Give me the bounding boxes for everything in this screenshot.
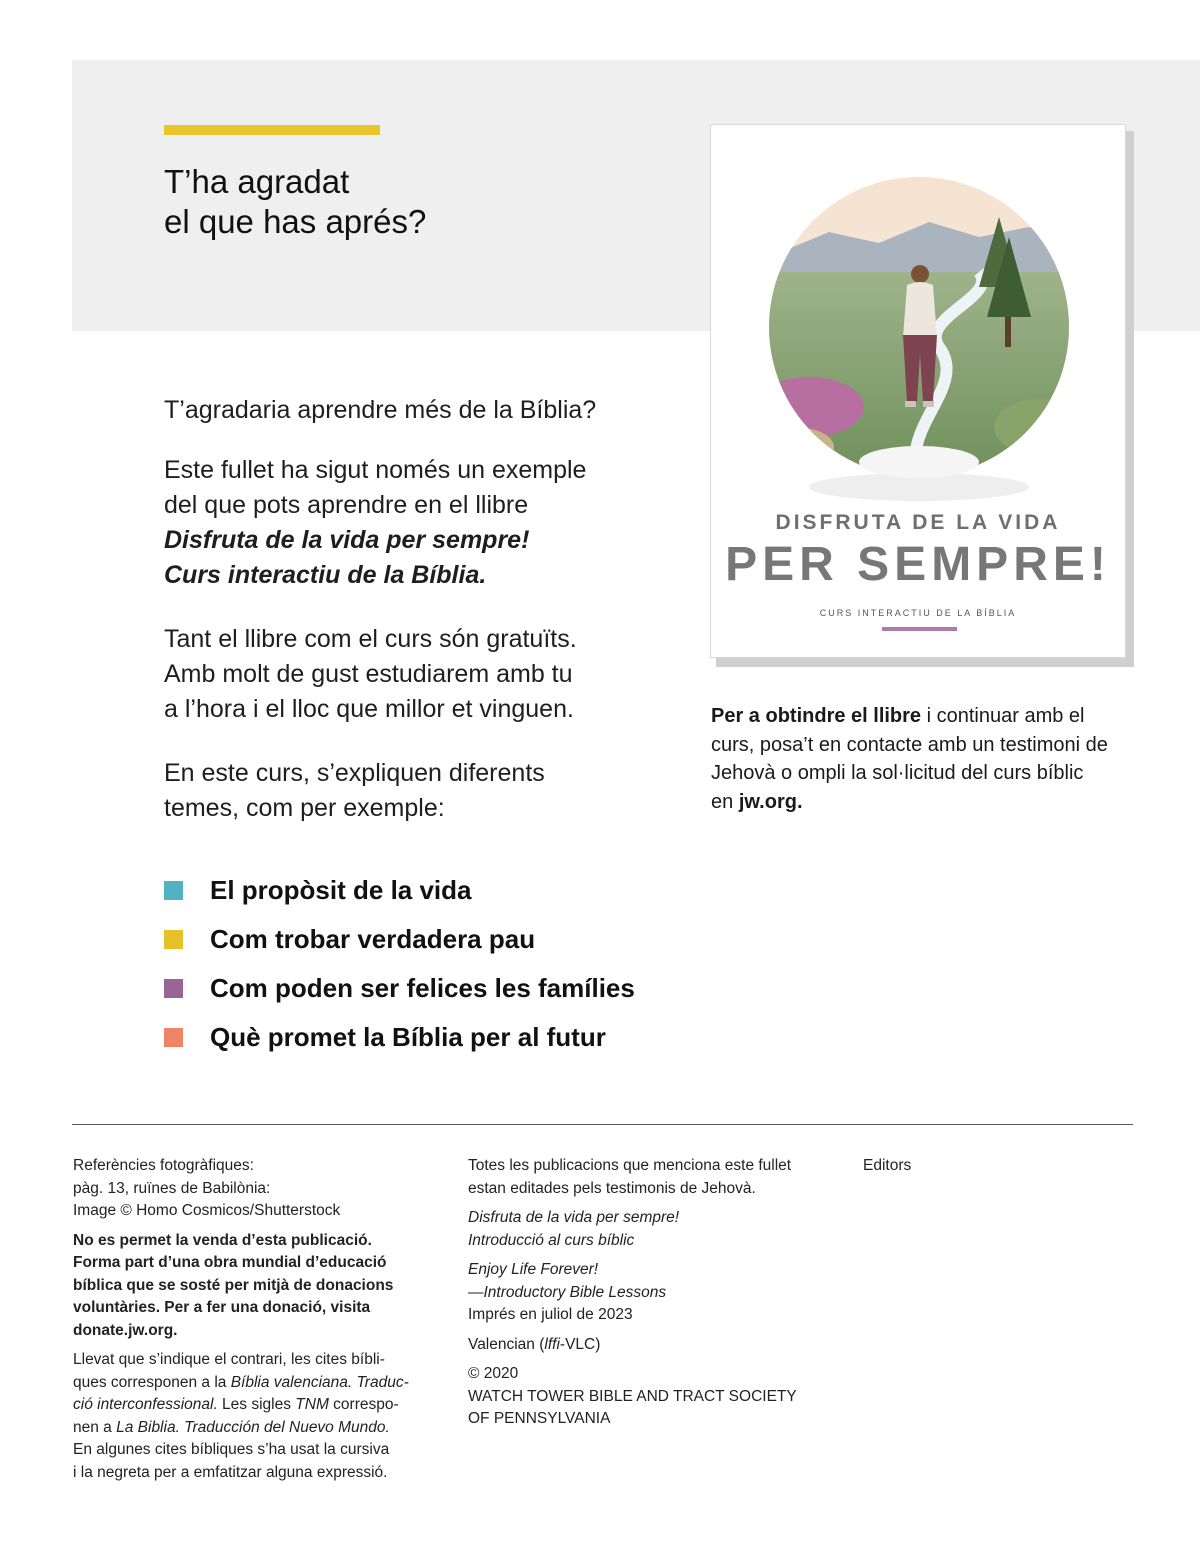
divider xyxy=(72,1124,1133,1125)
paragraph-line: del que pots aprendre en el llibre xyxy=(164,491,529,519)
footer-column-editors xyxy=(863,1155,1063,1178)
footer-column-credits xyxy=(73,1155,433,1484)
free-course-paragraph xyxy=(164,622,664,727)
cover-subtitle: DISFRUTA DE LA VIDA xyxy=(775,511,1061,534)
title-catalan: Disfruta de la vida per sempre! xyxy=(468,1209,680,1226)
title-english: Enjoy Life Forever! xyxy=(468,1261,599,1278)
quotes-line: Llevat que s’indique el contrari, les cites bíbli- xyxy=(73,1351,385,1368)
topic-label: El propòsit de la vida xyxy=(210,875,472,905)
square-bullet-icon xyxy=(164,1028,183,1047)
topics-list xyxy=(164,866,684,1062)
publication-line: Totes les publicacions que menciona este fullet xyxy=(468,1157,792,1174)
title-line: el que has aprés? xyxy=(164,203,427,240)
page-title xyxy=(164,162,644,242)
book-title-line: Disfruta de la vida per sempre! xyxy=(164,526,530,554)
editors-label: Editors xyxy=(863,1157,912,1174)
topic-label: Com trobar verdadera pau xyxy=(210,924,536,954)
square-bullet-icon xyxy=(164,979,183,998)
cover-rule xyxy=(882,627,957,631)
cover-title: PER SEMPRE! xyxy=(725,538,1111,591)
list-item xyxy=(164,866,684,915)
list-item xyxy=(164,915,684,964)
credit-line: Image © Homo Cosmicos/Shutterstock xyxy=(73,1202,341,1219)
title-line: T’ha agradat xyxy=(164,163,350,200)
topic-label: Què promet la Bíblia per al futur xyxy=(210,1022,606,1052)
accent-bar xyxy=(164,125,380,135)
book-title-line: Curs interactiu de la Bíblia. xyxy=(164,561,487,589)
paragraph-line: En este curs, s’expliquen diferents xyxy=(164,759,545,787)
intro-paragraph xyxy=(164,453,664,593)
quotes-line: En algunes cites bíbliques s’ha usat la cursiva xyxy=(73,1441,390,1458)
list-item xyxy=(164,964,684,1013)
quotes-line: i la negreta per a emfatitzar alguna expressió. xyxy=(73,1463,388,1481)
publication-line: estan editades pels testimonis de Jehovà. xyxy=(468,1179,756,1197)
notice-line: voluntàries. Per a fer una donació, visita xyxy=(73,1299,371,1316)
credit-line: pàg. 13, ruïnes de Babilònia: xyxy=(73,1179,271,1197)
paragraph-line: Amb molt de gust estudiarem amb tu xyxy=(164,660,573,688)
copyright-line: WATCH TOWER BIBLE AND TRACT SOCIETY xyxy=(468,1387,797,1405)
square-bullet-icon xyxy=(164,881,183,900)
square-bullet-icon xyxy=(164,930,183,949)
copyright-line: OF PENNSYLVANIA xyxy=(468,1410,611,1427)
intro-question: T’agradaria aprendre més de la Bíblia? xyxy=(164,396,597,424)
paragraph-line: Este fullet ha sigut només un exemple xyxy=(164,456,587,484)
quotes-line: ques corresponen a la Bíblia valenciana. Traduc- xyxy=(73,1373,409,1391)
call-to-action xyxy=(711,702,1111,816)
cta-lead: Per a obtindre el llibre xyxy=(711,705,922,727)
cover-illustration xyxy=(769,177,1069,507)
footer-column-publication xyxy=(468,1155,828,1431)
paragraph-line: a l’hora i el lloc que millor et vinguen. xyxy=(164,695,574,723)
notice-line: No es permet la venda d’esta publicació. xyxy=(73,1231,372,1249)
paragraph-line: Tant el llibre com el curs són gratuïts. xyxy=(164,625,577,653)
print-date: Imprés en juliol de 2023 xyxy=(468,1306,633,1323)
notice-line: Forma part d’una obra mundial d’educació xyxy=(73,1254,387,1271)
topics-intro xyxy=(164,756,664,826)
cover-series-label: CURS INTERACTIU DE LA BÍBLIA xyxy=(819,608,1017,618)
jw-org-link[interactable]: jw.org. xyxy=(738,790,803,813)
list-item xyxy=(164,1013,684,1062)
cta-text: i continuar amb el curs, posa’t en contacte amb un testimoni de Jehovà o ompli la sol·licitud del curs bíblic en xyxy=(711,705,1108,813)
notice-line: bíblica que se sosté per mitjà de donacions xyxy=(73,1276,394,1294)
paragraph-line: temes, com per exemple: xyxy=(164,794,445,822)
language-code: Valencian (lffi-VLC) xyxy=(468,1335,601,1353)
donate-link[interactable]: donate.jw.org. xyxy=(73,1321,178,1339)
copyright-line: © 2020 xyxy=(468,1365,519,1382)
credit-line: Referències fotogràfiques: xyxy=(73,1157,254,1174)
title-english: —Introductory Bible Lessons xyxy=(468,1283,667,1301)
quotes-line: ció interconfessional. Les sigles TNM correspo- xyxy=(73,1396,399,1413)
book-cover xyxy=(710,124,1126,658)
title-catalan: Introducció al curs bíblic xyxy=(468,1231,635,1249)
quotes-line: nen a La Biblia. Traducción del Nuevo Mundo. xyxy=(73,1418,390,1436)
topic-label: Com poden ser felices les famílies xyxy=(210,973,635,1003)
